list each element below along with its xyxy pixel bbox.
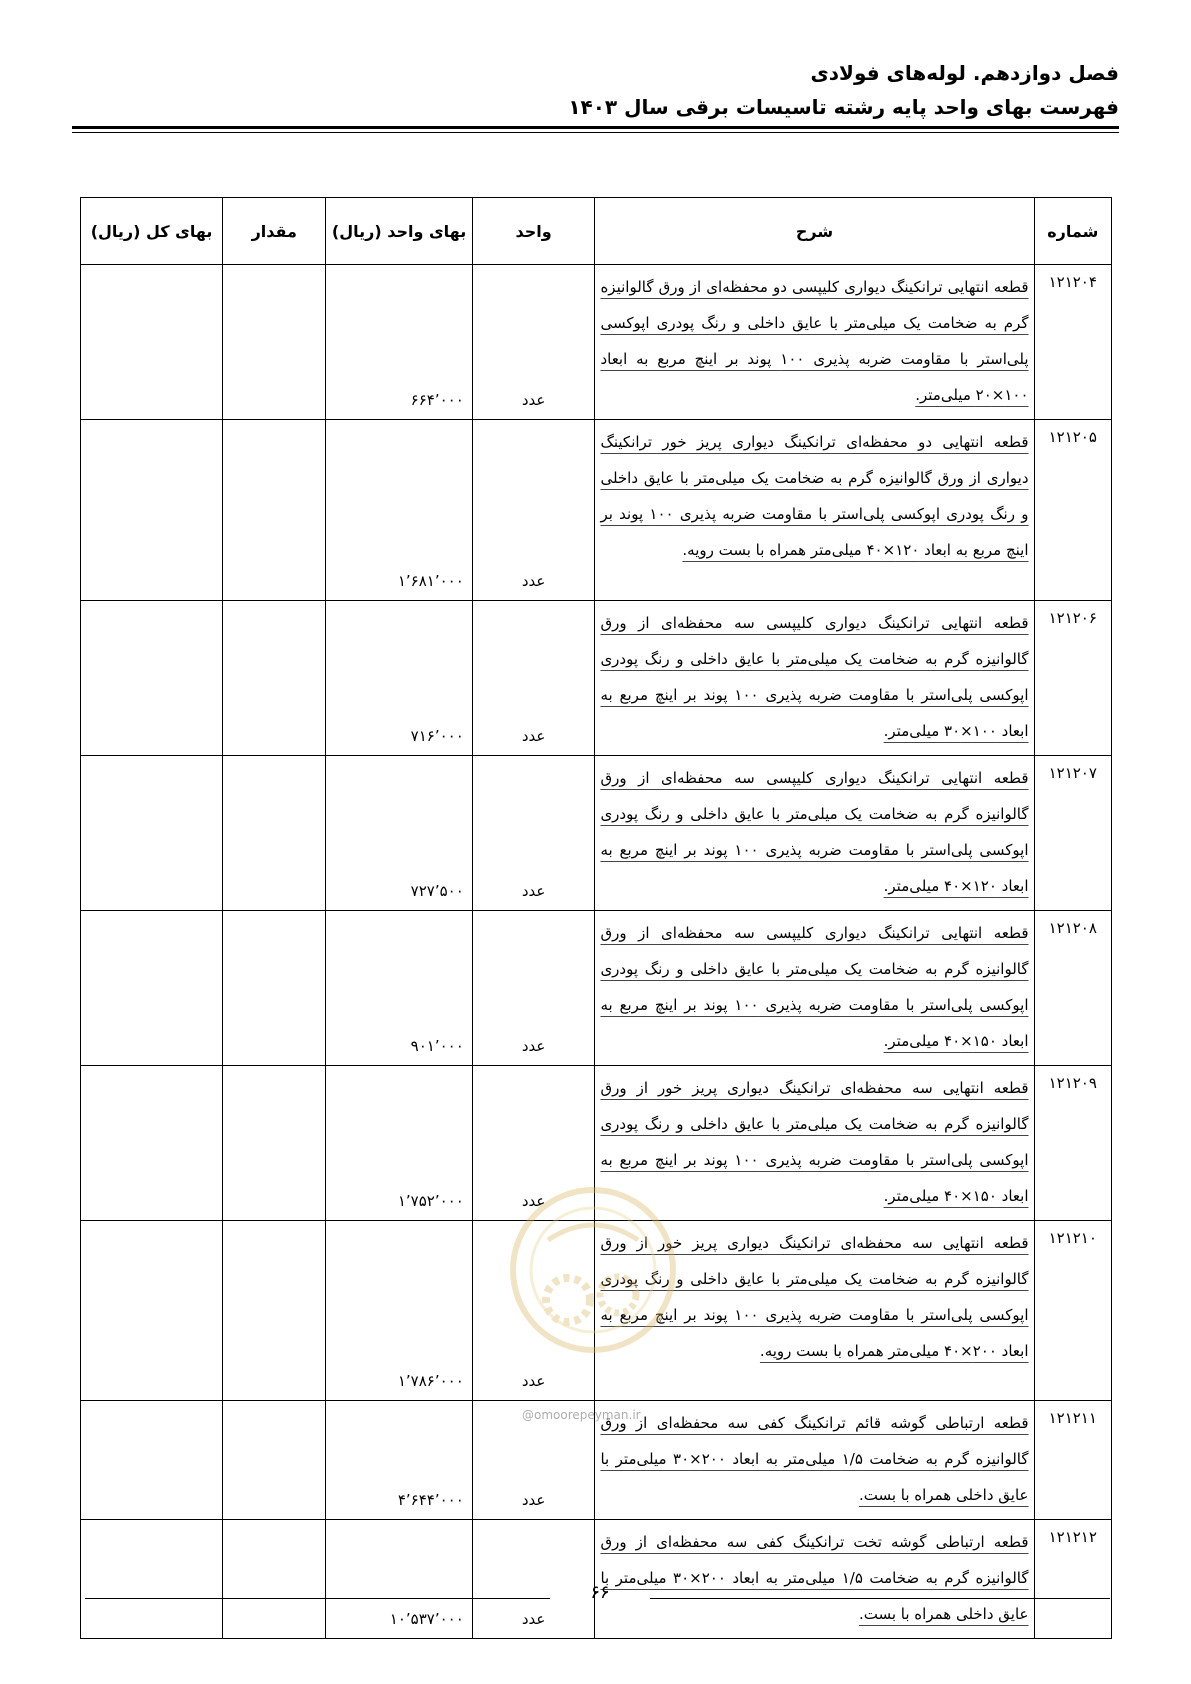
item-unit-price bbox=[326, 601, 472, 756]
item-unit: عدد bbox=[472, 1520, 595, 1639]
item-unit-price-value: ۱’۷۵۲’۰۰۰ bbox=[397, 1192, 464, 1210]
item-description-text: قطعه انتهایی ترانکینگ دیواری کلیپسی دو محفظه‌ای از ورق گالوانیزه گرم به ضخامت یک میلی‌متر با عایق داخلی و رنگ پودری اپوکسی پلی‌استر با مقاومت ضربه پذیری ۱۰۰ پوند بر اینچ مربع به ابعاد ۱۰۰×۲۰ میلی‌متر. bbox=[600, 278, 1029, 404]
page-number: ۶۶ bbox=[590, 1582, 610, 1603]
item-description bbox=[595, 601, 1034, 756]
item-number: ۱۲۱۲۰۶ bbox=[1034, 601, 1111, 756]
col-header-description: شرح bbox=[595, 198, 1034, 265]
item-total-price bbox=[81, 420, 223, 601]
item-unit-price bbox=[326, 911, 472, 1066]
item-quantity bbox=[223, 1066, 326, 1221]
item-description-text: قطعه ارتباطی گوشه تخت ترانکینگ کفی سه محفظه‌ای از ورق گالوانیزه گرم به ضخامت ۱/۵ میلی‌متر به ابعاد ۲۰۰×۳۰ میلی‌متر با عایق داخلی همراه با بست. bbox=[600, 1533, 1029, 1623]
item-unit: عدد bbox=[472, 1221, 595, 1401]
item-unit-price bbox=[326, 1401, 472, 1520]
item-description bbox=[595, 1520, 1034, 1639]
item-unit-price-value: ۹۰۱’۰۰۰ bbox=[410, 1037, 464, 1055]
item-unit-price-value: ۷۲۷’۵۰۰ bbox=[410, 882, 464, 900]
item-number: ۱۲۱۲۰۵ bbox=[1034, 420, 1111, 601]
item-unit-price bbox=[326, 265, 472, 420]
item-quantity bbox=[223, 1520, 326, 1639]
header-rule-thick bbox=[72, 126, 1119, 129]
item-quantity bbox=[223, 265, 326, 420]
item-description-text: قطعه انتهایی ترانکینگ دیواری کلیپسی سه محفظه‌ای از ورق گالوانیزه گرم به ضخامت یک میلی‌متر با عایق داخلی و رنگ پودری اپوکسی پلی‌استر با مقاومت ضربه پذیری ۱۰۰ پوند بر اینچ مربع به ابعاد ۱۵۰×۴۰ میلی‌متر. bbox=[600, 924, 1029, 1050]
footer-rule-left bbox=[85, 1598, 550, 1599]
item-quantity bbox=[223, 601, 326, 756]
item-number: ۱۲۱۲۰۹ bbox=[1034, 1066, 1111, 1221]
item-unit: عدد bbox=[472, 601, 595, 756]
item-description-text: قطعه انتهایی سه محفظه‌ای ترانکینگ دیواری پریز خور از ورق گالوانیزه گرم به ضخامت یک میلی‌متر با عایق داخلی و رنگ پودری اپوکسی پلی‌استر با مقاومت ضربه پذیری ۱۰۰ پوند بر اینچ مربع به ابعاد ۲۰۰×۴۰ میلی‌متر همراه با بست رویه. bbox=[600, 1234, 1029, 1360]
item-description-text: قطعه انتهایی ترانکینگ دیواری کلیپسی سه محفظه‌ای از ورق گالوانیزه گرم به ضخامت یک میلی‌متر با عایق داخلی و رنگ پودری اپوکسی پلی‌استر با مقاومت ضربه پذیری ۱۰۰ پوند بر اینچ مربع به ابعاد ۱۲۰×۴۰ میلی‌متر. bbox=[600, 769, 1029, 895]
item-quantity bbox=[223, 911, 326, 1066]
item-unit-price-value: ۷۱۶’۰۰۰ bbox=[410, 727, 464, 745]
item-unit-price bbox=[326, 756, 472, 911]
item-unit: عدد bbox=[472, 420, 595, 601]
table-header-row bbox=[81, 198, 1112, 265]
item-unit-price bbox=[326, 420, 472, 601]
page-header bbox=[72, 58, 1119, 122]
item-unit: عدد bbox=[472, 1401, 595, 1520]
item-unit-price bbox=[326, 1520, 472, 1639]
item-description bbox=[595, 756, 1034, 911]
item-unit-price-value: ۶۶۴’۰۰۰ bbox=[410, 391, 464, 409]
chapter-title: فصل دوازدهم. لوله‌های فولادی bbox=[810, 61, 1119, 85]
table-row bbox=[81, 265, 1112, 420]
item-number: ۱۲۱۲۰۴ bbox=[1034, 265, 1111, 420]
col-header-total-price: بهای کل (ریال) bbox=[81, 198, 223, 265]
col-header-unit: واحد bbox=[472, 198, 595, 265]
item-number: ۱۲۱۲۱۲ bbox=[1034, 1520, 1111, 1639]
col-header-quantity: مقدار bbox=[223, 198, 326, 265]
col-header-unit-price: بهای واحد (ریال) bbox=[326, 198, 472, 265]
table-row bbox=[81, 911, 1112, 1066]
item-total-price bbox=[81, 601, 223, 756]
item-unit-price-value: ۱۰’۵۳۷’۰۰۰ bbox=[389, 1610, 464, 1628]
item-total-price bbox=[81, 911, 223, 1066]
item-unit: عدد bbox=[472, 1066, 595, 1221]
item-total-price bbox=[81, 1066, 223, 1221]
table-row bbox=[81, 420, 1112, 601]
item-unit-price-value: ۴’۶۴۴’۰۰۰ bbox=[397, 1491, 464, 1509]
item-description bbox=[595, 1401, 1034, 1520]
item-quantity bbox=[223, 756, 326, 911]
item-total-price bbox=[81, 1520, 223, 1639]
item-total-price bbox=[81, 756, 223, 911]
watermark-logo bbox=[488, 1180, 698, 1380]
table-row bbox=[81, 756, 1112, 911]
item-number: ۱۲۱۲۰۸ bbox=[1034, 911, 1111, 1066]
item-number: ۱۲۱۲۰۷ bbox=[1034, 756, 1111, 911]
item-description bbox=[595, 911, 1034, 1066]
item-number: ۱۲۱۲۱۱ bbox=[1034, 1401, 1111, 1520]
item-quantity bbox=[223, 1221, 326, 1401]
item-description-text: قطعه ارتباطی گوشه قائم ترانکینگ کفی سه محفظه‌ای از ورق گالوانیزه گرم به ضخامت ۱/۵ میلی‌متر به ابعاد ۲۰۰×۳۰ میلی‌متر با عایق داخلی همراه با بست. bbox=[600, 1414, 1029, 1504]
item-total-price bbox=[81, 265, 223, 420]
item-description bbox=[595, 420, 1034, 601]
item-description-text: قطعه انتهایی دو محفظه‌ای ترانکینگ دیواری پریز خور ترانکینگ دیواری از ورق گالوانیزه گرم به ضخامت یک میلی‌متر با عایق داخلی و رنگ پودری اپوکسی پلی‌استر با مقاومت ضربه پذیری ۱۰۰ پوند بر اینچ مربع به ابعاد ۱۲۰×۴۰ میلی‌متر همراه با بست رویه. bbox=[600, 433, 1029, 559]
item-total-price bbox=[81, 1221, 223, 1401]
item-number: ۱۲۱۲۱۰ bbox=[1034, 1221, 1111, 1401]
item-unit-price-value: ۱’۶۸۱’۰۰۰ bbox=[397, 572, 464, 590]
item-unit: عدد bbox=[472, 265, 595, 420]
table-row bbox=[81, 601, 1112, 756]
footer-rule-right bbox=[650, 1598, 1110, 1599]
watermark-text: @omoorepeyman.ir bbox=[522, 1408, 641, 1422]
item-unit: عدد bbox=[472, 911, 595, 1066]
header-rule-thin bbox=[72, 132, 1119, 133]
col-header-number: شماره bbox=[1034, 198, 1111, 265]
item-description-text: قطعه انتهایی ترانکینگ دیواری کلیپسی سه محفظه‌ای از ورق گالوانیزه گرم به ضخامت یک میلی‌متر با عایق داخلی و رنگ پودری اپوکسی پلی‌استر با مقاومت ضربه پذیری ۱۰۰ پوند بر اینچ مربع به ابعاد ۱۰۰×۳۰ میلی‌متر. bbox=[600, 614, 1029, 740]
item-quantity bbox=[223, 420, 326, 601]
item-unit: عدد bbox=[472, 756, 595, 911]
item-description-text: قطعه انتهایی سه محفظه‌ای ترانکینگ دیواری پریز خور از ورق گالوانیزه گرم به ضخامت یک میلی‌متر با عایق داخلی و رنگ پودری اپوکسی پلی‌استر با مقاومت ضربه پذیری ۱۰۰ پوند بر اینچ مربع به ابعاد ۱۵۰×۴۰ میلی‌متر. bbox=[600, 1079, 1029, 1205]
price-list-title: فهرست بهای واحد پایه رشته تاسیسات برقی سال ۱۴۰۳ bbox=[568, 95, 1119, 119]
item-unit-price bbox=[326, 1221, 472, 1401]
item-total-price bbox=[81, 1401, 223, 1520]
item-unit-price-value: ۱’۷۸۶’۰۰۰ bbox=[397, 1372, 464, 1390]
item-unit-price bbox=[326, 1066, 472, 1221]
table-row bbox=[81, 1520, 1112, 1639]
item-description bbox=[595, 265, 1034, 420]
price-items-table bbox=[80, 197, 1112, 1639]
item-quantity bbox=[223, 1401, 326, 1520]
